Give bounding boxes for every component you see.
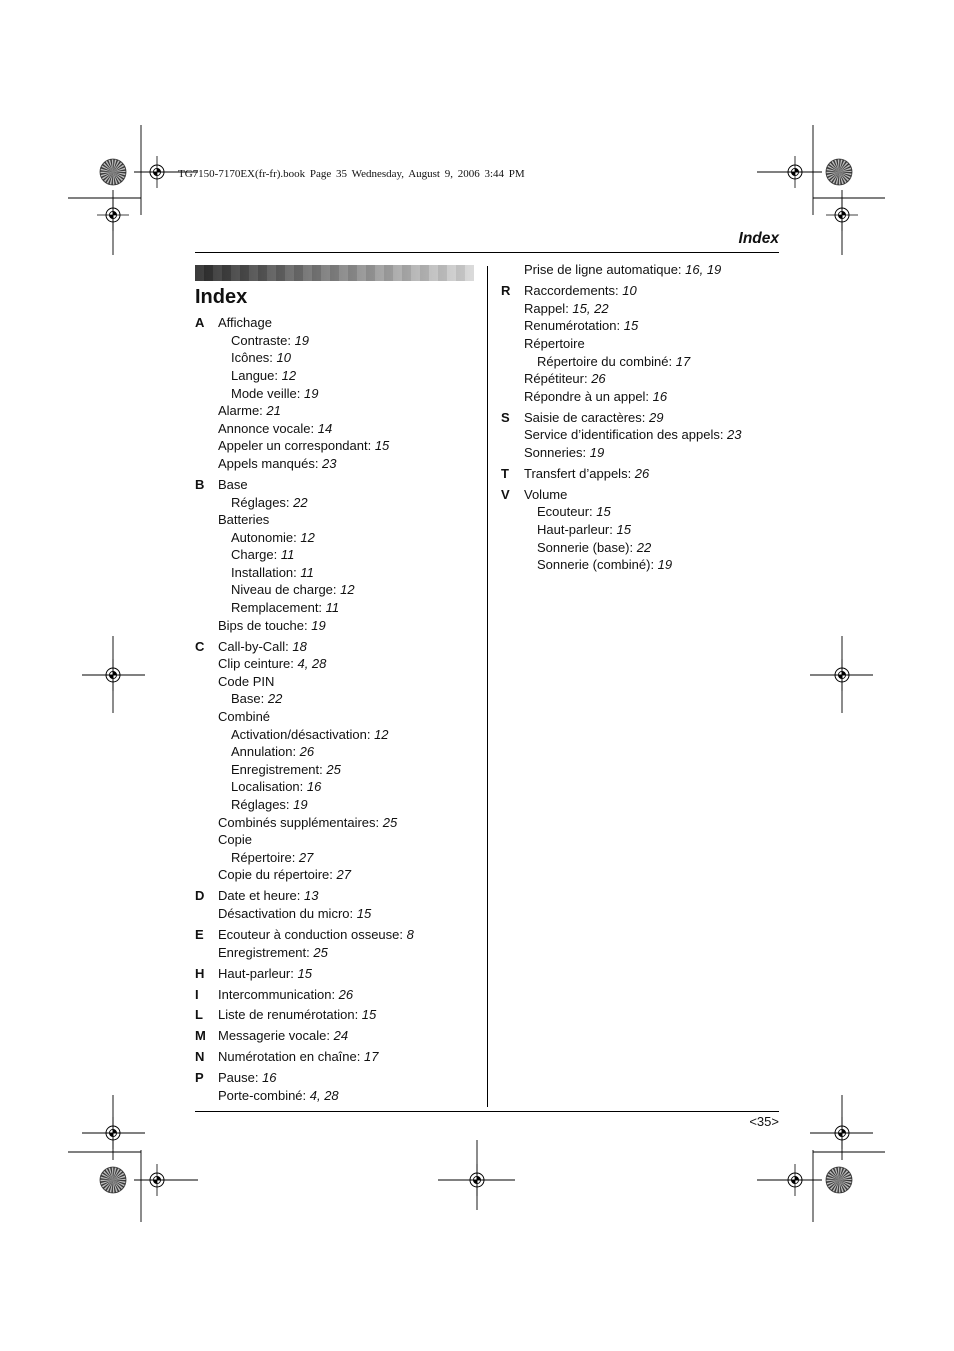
index-letter-group <box>195 1048 480 1066</box>
entry-term: Bips de touche: <box>218 617 308 633</box>
page-number: <35> <box>749 1114 779 1130</box>
entry-page-refs: 25 <box>382 814 398 830</box>
entry-term: Ecouteur: <box>537 504 593 520</box>
index-entry <box>195 402 480 420</box>
index-entry <box>195 866 480 884</box>
index-letter: M <box>195 1028 206 1044</box>
index-subentry <box>501 353 771 371</box>
entry-page-refs: 16 <box>262 1070 277 1086</box>
entry-term: Combinés supplémentaires: <box>218 814 380 830</box>
entry-term: Prise de ligne automatique: <box>524 262 682 278</box>
entry-term: Service d’identification des appels: <box>524 427 724 443</box>
entry-term: Liste de renumérotation: <box>218 1007 359 1023</box>
index-entry <box>195 638 480 656</box>
index-entry <box>501 261 771 279</box>
entry-page-refs: 12 <box>281 367 297 383</box>
index-subentry <box>195 494 480 512</box>
index-column-left <box>195 314 480 1104</box>
index-subentry <box>195 349 480 367</box>
index-subentry <box>195 726 480 744</box>
registration-starburst <box>826 1167 852 1193</box>
index-letter-group <box>501 282 771 405</box>
index-entry <box>195 1048 480 1066</box>
index-entry <box>501 444 771 462</box>
index-subentry <box>195 743 480 761</box>
entry-term: Activation/désactivation: <box>231 726 371 742</box>
entry-page-refs: 22 <box>267 691 283 707</box>
entry-page-refs: 29 <box>649 409 664 425</box>
index-entry <box>195 1087 480 1105</box>
index-letter: T <box>501 465 509 481</box>
entry-term: Call-by-Call: <box>218 638 289 654</box>
print-file-stamp: TG7150-7170EX(fr-fr).book Page 35 Wednesday, August 9, 2006 3:44 PM <box>178 167 525 180</box>
entry-page-refs: 8 <box>406 926 414 942</box>
index-letter: L <box>195 1007 203 1023</box>
entry-term: Haut-parleur: <box>218 965 294 981</box>
index-letter: D <box>195 888 205 904</box>
index-entry <box>195 887 480 905</box>
index-letter-group <box>195 887 480 922</box>
index-letter-group <box>195 1069 480 1104</box>
title-gradient-bar <box>195 265 474 281</box>
index-subentry <box>195 778 480 796</box>
index-letter-group <box>501 261 771 279</box>
entry-term: Sonneries: <box>524 444 587 460</box>
index-letter: C <box>195 638 205 654</box>
index-letter-group <box>195 476 480 634</box>
entry-term: Localisation: <box>231 779 304 795</box>
entry-term: Appeler un correspondant: <box>218 438 372 454</box>
index-entry <box>195 905 480 923</box>
entry-term: Charge: <box>231 547 278 563</box>
entry-term: Base: <box>231 691 265 707</box>
entry-term: Désactivation du micro: <box>218 905 354 921</box>
entry-page-refs: 19 <box>589 444 605 460</box>
registration-crosshair <box>826 659 858 691</box>
index-letter-group <box>501 465 771 483</box>
entry-page-refs: 15 <box>616 522 631 538</box>
registration-starburst <box>100 1167 126 1193</box>
index-entry <box>195 673 480 691</box>
entry-term: Transfert d’appels: <box>524 465 632 481</box>
index-letter-group <box>501 409 771 462</box>
entry-term: Appels manqués: <box>218 455 319 471</box>
index-entry <box>195 831 480 849</box>
entry-term: Répétiteur: <box>524 371 588 387</box>
entry-term: Pause: <box>218 1070 259 1086</box>
entry-page-refs: 19 <box>311 617 326 633</box>
index-subentry <box>195 564 480 582</box>
entry-page-refs: 15 <box>374 438 390 454</box>
entry-term: Répertoire: <box>231 849 296 865</box>
index-entry <box>195 965 480 983</box>
entry-term: Répertoire <box>524 335 585 351</box>
entry-term: Réglages: <box>231 797 290 812</box>
index-letter-group <box>195 986 480 1004</box>
entry-page-refs: 25 <box>313 944 328 960</box>
entry-page-refs: 19 <box>657 557 673 573</box>
entry-page-refs: 15 <box>297 965 312 981</box>
index-entry <box>501 300 771 318</box>
index-entry <box>501 409 771 427</box>
index-entry <box>195 476 480 494</box>
entry-term: Icônes: <box>231 350 273 366</box>
entry-term: Annonce vocale: <box>218 420 315 436</box>
entry-page-refs: 27 <box>336 867 351 883</box>
entry-page-refs: 26 <box>338 986 354 1002</box>
index-letter: H <box>195 965 205 981</box>
registration-crosshair <box>826 1117 858 1149</box>
index-subentry <box>195 529 480 547</box>
index-entry <box>501 486 771 504</box>
entry-page-refs: 15 <box>356 905 372 921</box>
registration-crosshair <box>779 156 811 188</box>
index-letter-group <box>195 314 480 472</box>
index-letter: E <box>195 926 204 942</box>
entry-page-refs: 16, 19 <box>685 262 722 278</box>
entry-term: Sonnerie (combiné): <box>537 557 655 573</box>
index-entry <box>195 455 480 473</box>
entry-page-refs: 24 <box>333 1028 349 1044</box>
index-entry <box>195 708 480 726</box>
index-entry <box>195 944 480 962</box>
entry-page-refs: 15 <box>623 318 639 334</box>
entry-page-refs: 4, 28 <box>297 656 327 672</box>
index-entry <box>501 317 771 335</box>
entry-term: Contraste: <box>231 332 291 348</box>
registration-crosshair <box>97 1117 129 1149</box>
entry-term: Haut-parleur: <box>537 522 613 538</box>
entry-page-refs: 23 <box>322 455 337 471</box>
entry-page-refs: 15 <box>596 504 611 520</box>
entry-term: Messagerie vocale: <box>218 1028 330 1044</box>
running-header-title: Index <box>738 230 779 247</box>
entry-term: Annulation: <box>231 744 297 760</box>
header-rule <box>195 252 779 253</box>
entry-page-refs: 19 <box>303 385 319 401</box>
entry-term: Enregistrement: <box>231 761 323 777</box>
entry-page-refs: 26 <box>591 371 606 387</box>
index-letter: A <box>195 315 205 331</box>
entry-page-refs: 15 <box>361 1007 377 1023</box>
index-entry <box>195 926 480 944</box>
index-entry <box>195 655 480 673</box>
index-subentry <box>195 761 480 779</box>
entry-page-refs: 14 <box>317 420 333 436</box>
entry-page-refs: 25 <box>326 761 341 777</box>
entry-term: Autonomie: <box>231 529 297 545</box>
registration-crosshair <box>826 199 858 231</box>
entry-term: Langue: <box>231 367 278 383</box>
entry-page-refs: 21 <box>266 403 281 419</box>
entry-page-refs: 16 <box>306 779 322 795</box>
entry-term: Raccordements: <box>524 283 619 299</box>
entry-page-refs: 18 <box>292 638 307 654</box>
index-subentry <box>195 796 480 814</box>
registration-crosshair <box>141 1164 173 1196</box>
entry-term: Enregistrement: <box>218 944 310 960</box>
index-entry <box>195 617 480 635</box>
entry-term: Code PIN <box>218 673 275 689</box>
entry-term: Clip ceinture: <box>218 656 294 672</box>
index-entry <box>501 388 771 406</box>
registration-crosshair <box>461 1164 493 1196</box>
entry-term: Réglages: <box>231 494 290 510</box>
entry-page-refs: 10 <box>622 283 637 299</box>
index-column-right <box>501 261 771 574</box>
entry-term: Sonnerie (base): <box>537 539 634 555</box>
index-letter: B <box>195 476 205 492</box>
index-letter: R <box>501 283 511 299</box>
entry-page-refs: 12 <box>374 726 389 742</box>
entry-page-refs: 17 <box>363 1049 379 1065</box>
entry-term: Batteries <box>218 512 270 528</box>
index-entry <box>195 814 480 832</box>
entry-term: Date et heure: <box>218 888 301 904</box>
registration-crosshair <box>779 1164 811 1196</box>
registration-crosshair <box>97 659 129 691</box>
index-letter: I <box>195 986 199 1002</box>
entry-page-refs: 13 <box>303 888 319 904</box>
entry-term: Porte-combiné: <box>218 1088 307 1104</box>
index-subentry <box>195 385 480 403</box>
index-entry <box>501 465 771 483</box>
entry-term: Rappel: <box>524 300 569 316</box>
entry-page-refs: 26 <box>634 465 650 481</box>
column-divider <box>487 266 488 1107</box>
entry-page-refs: 12 <box>300 529 315 545</box>
registration-crosshair <box>97 199 129 231</box>
index-letter: V <box>501 486 510 502</box>
index-entry <box>195 511 480 529</box>
index-subentry <box>501 539 771 557</box>
entry-term: Numérotation en chaîne: <box>218 1049 361 1065</box>
index-subentry <box>195 367 480 385</box>
entry-term: Affichage <box>218 315 272 331</box>
entry-page-refs: 11 <box>325 600 340 616</box>
index-entry <box>195 1069 480 1087</box>
index-letter: S <box>501 409 510 425</box>
page-title: Index <box>195 286 248 308</box>
entry-term: Copie du répertoire: <box>218 867 333 883</box>
index-subentry <box>501 556 771 574</box>
entry-page-refs: 22 <box>636 539 652 555</box>
registration-starburst <box>826 159 852 185</box>
index-subentry <box>501 521 771 539</box>
entry-term: Mode veille: <box>231 385 301 401</box>
entry-page-refs: 19 <box>293 797 308 812</box>
entry-page-refs: 23 <box>727 427 742 443</box>
entry-term: Renumérotation: <box>524 318 621 334</box>
index-letter: P <box>195 1070 204 1086</box>
entry-term: Remplacement: <box>231 600 323 616</box>
index-entry <box>195 437 480 455</box>
index-entry <box>195 420 480 438</box>
entry-term: Ecouteur à conduction osseuse: <box>218 926 404 942</box>
entry-term: Intercommunication: <box>218 986 336 1002</box>
index-letter-group <box>501 486 771 574</box>
entry-page-refs: 11 <box>300 564 314 580</box>
entry-page-refs: 11 <box>280 547 295 563</box>
entry-page-refs: 17 <box>675 353 691 369</box>
index-letter-group <box>195 1027 480 1045</box>
index-subentry <box>195 690 480 708</box>
index-subentry <box>195 581 480 599</box>
index-letter-group <box>195 638 480 884</box>
entry-term: Alarme: <box>218 403 263 419</box>
entry-page-refs: 15, 22 <box>572 300 609 316</box>
entry-term: Niveau de charge: <box>231 582 337 598</box>
index-entry <box>195 986 480 1004</box>
entry-term: Copie <box>218 832 252 848</box>
entry-page-refs: 26 <box>299 744 315 760</box>
index-entry <box>195 1027 480 1045</box>
entry-term: Volume <box>524 486 568 502</box>
entry-page-refs: 16 <box>652 388 668 404</box>
entry-page-refs: 19 <box>294 332 310 348</box>
index-entry <box>501 426 771 444</box>
entry-term: Installation: <box>231 564 297 580</box>
entry-page-refs: 27 <box>298 849 314 865</box>
entry-term: Base <box>218 476 248 492</box>
entry-term: Répertoire du combiné: <box>537 353 673 369</box>
index-entry <box>195 314 480 332</box>
index-letter-group <box>195 965 480 983</box>
index-subentry <box>195 332 480 350</box>
index-entry <box>195 1006 480 1024</box>
index-entry <box>501 282 771 300</box>
entry-term: Répondre à un appel: <box>524 388 650 404</box>
entry-term: Saisie de caractères: <box>524 409 646 425</box>
registration-starburst <box>100 159 126 185</box>
index-subentry <box>501 503 771 521</box>
registration-crosshair <box>141 156 173 188</box>
entry-term: Combiné <box>218 709 271 725</box>
index-entry <box>501 335 771 353</box>
index-subentry <box>195 599 480 617</box>
entry-page-refs: 22 <box>293 494 308 510</box>
entry-page-refs: 10 <box>276 350 291 366</box>
index-subentry <box>195 546 480 564</box>
index-subentry <box>195 849 480 867</box>
index-letter: N <box>195 1049 205 1065</box>
entry-page-refs: 12 <box>340 582 355 598</box>
entry-page-refs: 4, 28 <box>309 1088 339 1104</box>
footer-rule <box>195 1111 779 1112</box>
index-letter-group <box>195 926 480 961</box>
index-entry <box>501 370 771 388</box>
index-letter-group <box>195 1006 480 1024</box>
